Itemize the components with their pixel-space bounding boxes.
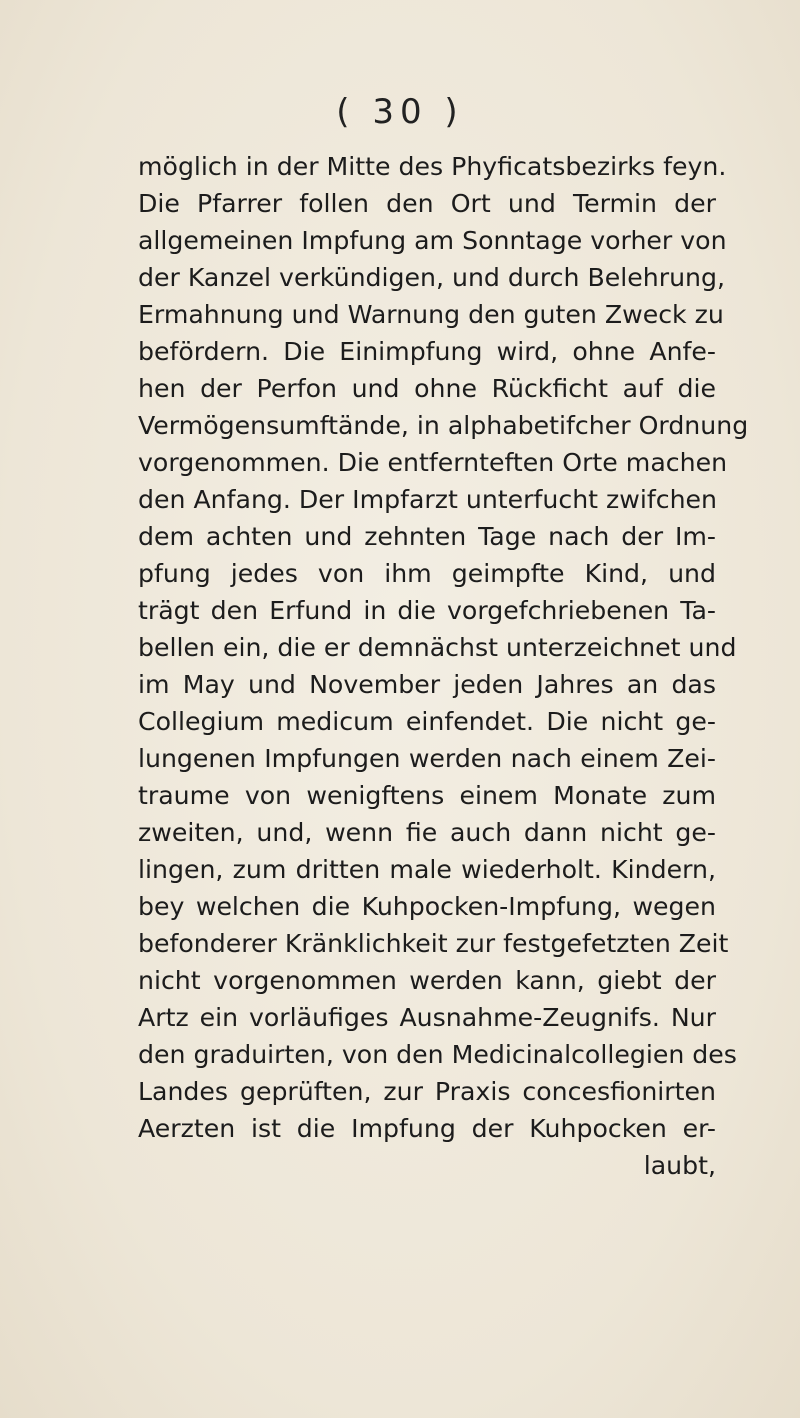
text-line: dem achten und zehnten Tage nach der Im- <box>138 522 716 551</box>
text-line: Die Pfarrer follen den Ort und Termin der <box>138 189 716 218</box>
text-line: den graduirten, von den Medicinalcollegien des <box>138 1040 737 1069</box>
text-line: Collegium medicum einfendet. Die nicht ge- <box>138 707 716 736</box>
text-line: lungenen Impfungen werden nach einem Zei- <box>138 744 716 773</box>
text-line: zweiten, und, wenn fie auch dann nicht ge- <box>138 818 716 847</box>
text-line: pfung jedes von ihm geimpfte Kind, und <box>138 559 716 588</box>
text-line: im May und November jeden Jahres an das <box>138 670 716 699</box>
text-line: Artz ein vorläufiges Ausnahme-Zeugnifs. Nur <box>138 1003 716 1032</box>
text-line: Aerzten ist die Impfung der Kuhpocken er- <box>138 1114 716 1143</box>
text-line: hen der Perfon und ohne Rückficht auf die <box>138 374 716 403</box>
text-line: trägt den Erfund in die vorgefchriebenen Ta- <box>138 596 716 625</box>
text-line: Ermahnung und Warnung den guten Zweck zu <box>138 300 724 329</box>
text-line: den Anfang. Der Impfarzt unterfucht zwifchen <box>138 485 718 514</box>
page-number: ( 30 ) <box>336 92 464 132</box>
text-line: lingen, zum dritten male wiederholt. Kindern, <box>138 855 716 884</box>
text-line: befonderer Kränklichkeit zur festgefetzten Zeit <box>138 929 729 958</box>
text-line: bey welchen die Kuhpocken-Impfung, wegen <box>138 892 716 921</box>
text-line: befördern. Die Einimpfung wird, ohne Anfe- <box>138 337 716 366</box>
text-line: allgemeinen Impfung am Sonntage vorher von <box>138 226 727 255</box>
text-line: nicht vorgenommen werden kann, giebt der <box>138 966 716 995</box>
text-line: bellen ein, die er demnächst unterzeichnet und <box>138 633 737 662</box>
text-line: der Kanzel verkündigen, und durch Belehrung, <box>138 263 725 292</box>
text-line: Landes geprüften, zur Praxis concesfionirten <box>138 1077 716 1106</box>
catchword-line: laubt, <box>643 1151 716 1180</box>
text-line: möglich in der Mitte des Phyficatsbezirks feyn. <box>138 152 727 181</box>
body-text <box>138 148 749 1184</box>
text-line: Vermögensumftände, in alphabetifcher Ordnung <box>138 411 749 440</box>
text-line: vorgenommen. Die entfernteften Orte machen <box>138 448 728 477</box>
text-line: traume von wenigftens einem Monate zum <box>138 781 716 810</box>
